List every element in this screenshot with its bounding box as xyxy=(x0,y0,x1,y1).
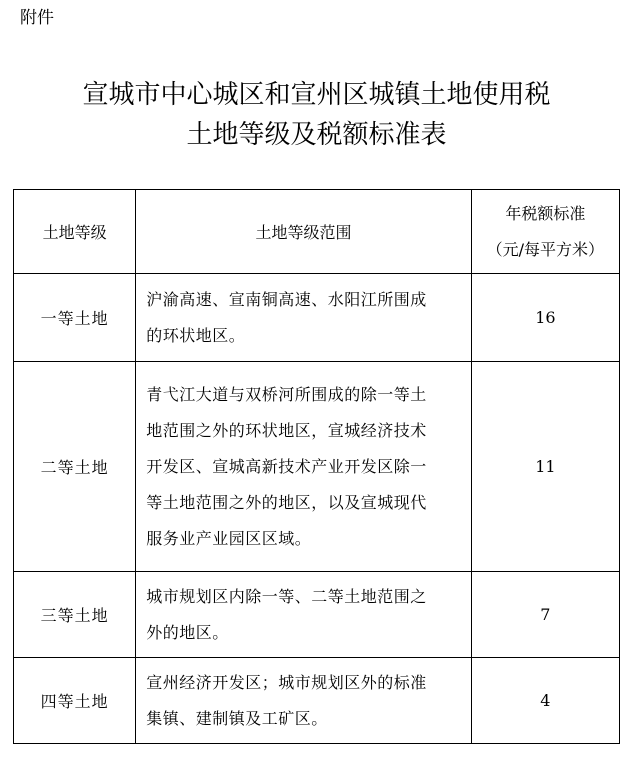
range-line: 城市规划区内除一等、二等土地范围之 xyxy=(146,586,427,606)
range-line: 青弋江大道与双桥河所围成的除一等土 xyxy=(146,384,427,404)
document-title-line-1: 宣城市中心城区和宣州区城镇土地使用税 xyxy=(82,80,551,110)
range-line: 服务业产业园区区域。 xyxy=(146,528,312,548)
table-row xyxy=(14,362,620,572)
header-rate-line-1: 年税额标准 xyxy=(505,203,586,223)
header-rate-cell xyxy=(471,190,619,274)
rate-cell: 7 xyxy=(471,572,619,658)
range-line: 地范围之外的环状地区，宣城经济技术 xyxy=(146,420,427,440)
range-cell xyxy=(136,572,472,658)
range-line: 等土地范围之外的地区，以及宣城现代 xyxy=(146,492,427,512)
range-line: 沪渝高速、宣南铜高速、水阳江所围成 xyxy=(146,289,427,309)
range-line: 外的地区。 xyxy=(146,622,229,642)
header-range: 土地等级范围 xyxy=(255,223,352,242)
tax-standard-table xyxy=(13,189,620,744)
grade-cell: 三等土地 xyxy=(14,572,136,658)
document-title-line-2: 土地等级及税额标准表 xyxy=(186,120,447,150)
range-line: 宣州经济开发区；城市规划区外的标准 xyxy=(146,672,427,692)
table-row xyxy=(14,274,620,362)
range-cell xyxy=(136,362,472,572)
range-line: 开发区、宣城高新技术产业开发区除一 xyxy=(146,456,427,476)
header-grade-cell xyxy=(14,190,136,274)
header-grade: 土地等级 xyxy=(42,223,107,242)
header-rate-line-2: （元/每平方米） xyxy=(486,239,605,259)
range-line: 的环状地区。 xyxy=(146,325,246,345)
grade-cell: 四等土地 xyxy=(14,658,136,744)
rate-cell: 16 xyxy=(471,274,619,362)
table-header-row xyxy=(14,190,620,274)
table-row xyxy=(14,658,620,744)
rate-cell: 11 xyxy=(471,362,619,572)
range-line: 集镇、建制镇及工矿区。 xyxy=(146,708,328,728)
grade-cell: 二等土地 xyxy=(14,362,136,572)
table-row xyxy=(14,572,620,658)
rate-cell: 4 xyxy=(471,658,619,744)
attachment-label: 附件 xyxy=(20,8,54,28)
header-range-cell xyxy=(136,190,472,274)
range-cell xyxy=(136,274,472,362)
range-cell xyxy=(136,658,472,744)
grade-cell: 一等土地 xyxy=(14,274,136,362)
